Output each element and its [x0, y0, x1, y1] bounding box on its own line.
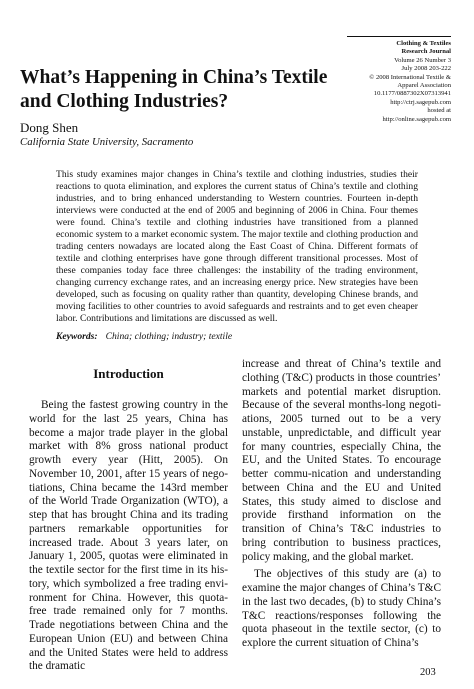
journal-info-box	[347, 36, 451, 124]
journal-name: Clothing & Textiles	[396, 40, 451, 47]
journal-hosted-label: hosted at	[427, 107, 451, 115]
author-affiliation: California State University, Sacramento	[20, 136, 194, 148]
journal-name-line2: Research Journal	[401, 48, 451, 56]
journal-url[interactable]: http://ctrj.sagepub.com	[390, 98, 451, 106]
journal-date-pages: July 2008 203-222	[401, 65, 451, 73]
journal-doi[interactable]: 10.1177/0887302X07313941	[373, 90, 451, 98]
left-column	[29, 366, 228, 674]
author-name: Dong Shen	[20, 120, 79, 135]
keywords-line	[56, 331, 418, 343]
body-paragraph: Being the fastest growing country in the world for the last 25 years, China has become a major trade player in the global market with 8% gross national product growth every year (Hitt, 2005). On November 10, 2001, after 15 years of nego-tiations, China became the 143rd member of the World Trade Organization (WTO), a step that has brought China and its trading partners remarkable opportunities for increased trade. About 3 years later, on January 1, 2005, quotas were eliminated in the textile sector for the first time in its his-tory, which symbolized a free trading envi-ronment for China. However, this quota-free trade remained only for 7 months. Trade negotiations between China and the European Union (EU) and between China and the United States were held to address the dramatic	[29, 399, 228, 673]
body-paragraph-objectives: The objectives of this study are (a) to examine the major changes of China’s T&C in the last two decades, (b) to study China’s T&C reactions/responses following the quota phaseout in the textile sector, (c) to explore the current situation of China’s	[242, 568, 441, 649]
page-number: 203	[420, 667, 436, 678]
section-heading-introduction: Introduction	[93, 366, 164, 381]
body-paragraph-continued: increase and threat of China’s textile and clothing (T&C) products in those countries’ markets and potential market disruption. Because of the several months-long negoti-ations, 2005 turned out to be a very unstable, unpredictable, and difficult year for many countries, especially China, the EU, and the United States. To encourage better commu-nication and understanding between China and the EU and United States, this study aimed to disclose and provide firsthand information on the transition of China’s T&C industries to bring contribution to business practices, policy making, and the global market.	[242, 358, 441, 563]
journal-host-url[interactable]: http://online.sagepub.com	[382, 115, 451, 123]
journal-copyright: © 2008 International Textile &	[369, 73, 451, 81]
journal-volume: Volume 26 Number 3	[394, 56, 451, 64]
abstract: This study examines major changes in China’s textile and clothing industries, studies their reactions to quota elimination, and explores the current status of China’s textile and clothing industries, and to bring enhanced understanding to Western countries. Fourteen in-depth interviews were conducted at the end of 2005 and beginning of 2006 in China. Four themes were found. China’s textile and clothing industries have transitioned from a planned economic system to a market economic system. The major textile and clothing production and trading centers nowadays are located along the East Coast of China. Different formats of textile and clothing enterprises have gone through different transitional processes. Most of these companies today face three challenges: the instability of the trading environment, changing currency exchange rates, and an increasing energy price. New strategies have been developed, such as focusing on quality rather than quantity, developing Chinese brands, and moving facilities to other countries to avoid safeguards and restraints and to get even cheaper labor. Contributions and limitations are discussed as well.	[56, 169, 418, 324]
keywords-list: China; clothing; industry; textile	[105, 331, 233, 342]
right-column	[242, 358, 441, 651]
journal-association: Apparel Association	[397, 82, 451, 90]
keywords-label: Keywords:	[56, 331, 98, 342]
article-title: What’s Happening in China’s Textile and Clothing Industries?	[20, 67, 328, 112]
